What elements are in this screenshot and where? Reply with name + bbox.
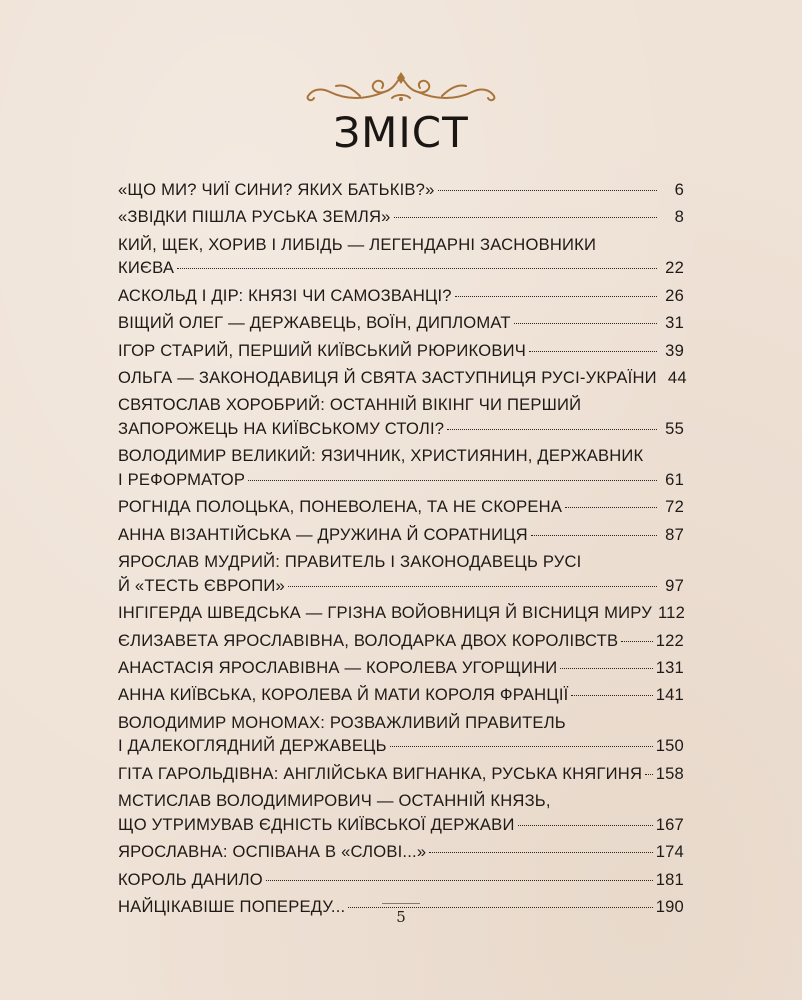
toc-entry-page: 181 <box>655 869 684 889</box>
toc-entry <box>118 339 684 363</box>
dot-leader <box>560 668 652 669</box>
toc-entry-page: 167 <box>655 814 684 834</box>
dot-leader <box>565 507 657 508</box>
toc-entry-title: ЗАПОРОЖЕЦЬ НА КИЇВСЬКОМУ СТОЛІ? <box>118 419 445 438</box>
toc-entry-title: ІГОР СТАРИЙ, ПЕРШИЙ КИЇВСЬКИЙ РЮРИКОВИЧ <box>118 340 527 360</box>
dot-leader <box>394 217 657 218</box>
toc-entry <box>118 656 684 680</box>
toc-entry-page: 8 <box>674 207 684 227</box>
dot-leader <box>266 880 653 881</box>
toc-entry <box>118 683 684 707</box>
toc-entry-page: 141 <box>655 685 684 705</box>
toc-entry <box>118 495 684 519</box>
toc-entry-title: ЄЛИЗАВЕТА ЯРОСЛАВІВНА, ВОЛОДАРКА ДВОХ КОРОЛІВСТВ <box>118 630 619 650</box>
toc-entry-title: ЯРОСЛАВ МУДРИЙ: ПРАВИТЕЛЬ І ЗАКОНОДАВЕЦЬ РУСІ <box>118 552 582 572</box>
toc-entry <box>118 233 684 280</box>
toc-entry-page: 122 <box>655 630 684 650</box>
toc-entry-title: МСТИСЛАВ ВОЛОДИМИРОВИЧ — ОСТАННІЙ КНЯЗЬ, <box>118 791 551 811</box>
toc-entry-title: І ДАЛЕКОГЛЯДНИЙ ДЕРЖАВЕЦЬ <box>118 736 387 756</box>
toc-entry <box>118 444 684 491</box>
toc-entry-page: 158 <box>655 763 684 783</box>
toc-entry-title: КИЙ, ЩЕК, ХОРИВ І ЛИБІДЬ — ЛЕГЕНДАРНІ ЗАСНОВНИКИ <box>118 234 597 254</box>
toc-entry-title: АНАСТАСІЯ ЯРОСЛАВІВНА — КОРОЛЕВА УГОРЩИНИ <box>118 658 558 677</box>
dot-leader <box>288 586 657 587</box>
flourish-ornament-icon <box>300 70 502 106</box>
toc-entry <box>118 601 684 625</box>
dot-leader <box>248 480 657 481</box>
toc-entry-page: 55 <box>665 419 684 438</box>
footer-rule <box>382 903 420 904</box>
toc-entry <box>118 840 684 864</box>
toc-entry-title: ВОЛОДИМИР МОНОМАХ: РОЗВАЖЛИВИЙ ПРАВИТЕЛЬ <box>118 712 566 732</box>
toc-entry <box>118 762 684 786</box>
toc-entry <box>118 178 684 202</box>
toc-entry-page: 61 <box>665 470 684 490</box>
toc-entry-title: Й «ТЕСТЬ ЄВРОПИ» <box>118 575 285 595</box>
toc-entry <box>118 311 684 335</box>
toc-entry-title: «ЗВІДКИ ПІШЛА РУСЬКА ЗЕМЛЯ» <box>118 207 391 227</box>
toc-entry-title: СВЯТОСЛАВ ХОРОБРИЙ: ОСТАННІЙ ВІКІНГ ЧИ ПЕРШИЙ <box>118 395 582 415</box>
toc-entry-title: ВІЩИЙ ОЛЕГ — ДЕРЖАВЕЦЬ, ВОЇН, ДИПЛОМАТ <box>118 313 511 333</box>
table-of-contents <box>118 178 687 922</box>
dot-leader <box>518 825 653 826</box>
toc-entry-title: ГІТА ГАРОЛЬДІВНА: АНГЛІЙСЬКА ВИГНАНКА, РУСЬКА КНЯГИНЯ <box>118 763 643 783</box>
toc-entry-page: 31 <box>665 313 684 333</box>
toc-entry-title: АННА ВІЗАНТІЙСЬКА — ДРУЖИНА Й СОРАТНИЦЯ <box>118 524 528 544</box>
toc-entry-title: І РЕФОРМАТОР <box>118 470 246 490</box>
dot-leader <box>447 429 657 430</box>
dot-leader <box>529 351 657 352</box>
toc-entry-page: 26 <box>665 285 684 305</box>
toc-entry-title: РОГНІДА ПОЛОЦЬКА, ПОНЕВОЛЕНА, ТА НЕ СКОРЕНА <box>118 497 563 517</box>
toc-entry-title: «ЩО МИ? ЧИЇ СИНИ? ЯКИХ БАТЬКІВ?» <box>118 180 435 199</box>
toc-entry-title: НАЙЦІКАВІШЕ ПОПЕРЕДУ... <box>118 897 346 916</box>
toc-entry-page: 44 <box>667 367 687 387</box>
toc-entry-title: ОЛЬГА — ЗАКОНОДАВИЦЯ Й СВЯТА ЗАСТУПНИЦЯ РУСІ-УКРАЇНИ <box>118 367 657 387</box>
toc-entry-title: КИЄВА <box>118 258 175 278</box>
dot-leader <box>645 774 653 775</box>
toc-entry-page: 39 <box>665 340 684 360</box>
dot-leader <box>621 641 652 642</box>
page-number: 5 <box>396 908 406 926</box>
toc-entry-title: ЯРОСЛАВНА: ОСПІВАНА В «СЛОВІ...» <box>118 842 427 862</box>
toc-entry-page: 72 <box>665 497 684 517</box>
dot-leader <box>390 746 653 747</box>
toc-entry <box>118 366 687 390</box>
toc-entry-page: 22 <box>665 258 684 278</box>
toc-entry <box>118 205 684 229</box>
toc-entry <box>118 284 684 308</box>
toc-entry-page: 97 <box>665 575 684 595</box>
toc-entry-title: АННА КИЇВСЬКА, КОРОЛЕВА Й МАТИ КОРОЛЯ ФРАНЦІЇ <box>118 685 569 705</box>
toc-entry-title: ВОЛОДИМИР ВЕЛИКИЙ: ЯЗИЧНИК, ХРИСТИЯНИН, ДЕРЖАВНИК <box>118 446 644 466</box>
dot-leader <box>455 296 657 297</box>
toc-entry <box>118 523 684 547</box>
toc-entry <box>118 868 684 892</box>
toc-entry-title: ІНГІГЕРДА ШВЕДСЬКА — ГРІЗНА ВОЙОВНИЦЯ Й ВІСНИЦЯ МИРУ <box>118 603 652 623</box>
dot-leader <box>429 852 652 853</box>
toc-entry-page: 6 <box>674 180 684 199</box>
toc-entry <box>118 393 684 440</box>
toc-entry <box>118 789 684 836</box>
toc-entry-page: 150 <box>655 736 684 756</box>
page-title: ЗМІСТ <box>333 108 469 157</box>
toc-entry <box>118 550 684 597</box>
toc-entry-title: АСКОЛЬД І ДІР: КНЯЗІ ЧИ САМОЗВАНЦІ? <box>118 285 452 305</box>
dot-leader <box>514 323 657 324</box>
toc-entry-page: 131 <box>655 658 684 677</box>
toc-entry-page: 112 <box>657 603 686 623</box>
toc-entry-page: 190 <box>655 897 684 916</box>
dot-leader <box>531 535 657 536</box>
toc-entry-page: 174 <box>655 842 684 862</box>
dot-leader <box>177 268 657 269</box>
toc-entry <box>118 711 684 758</box>
toc-entry-title: КОРОЛЬ ДАНИЛО <box>118 869 263 889</box>
dot-leader <box>571 695 652 696</box>
dot-leader <box>438 190 657 191</box>
toc-entry-page: 87 <box>665 524 684 544</box>
toc-entry <box>118 629 684 653</box>
toc-entry-title: ЩО УТРИМУВАВ ЄДНІСТЬ КИЇВСЬКОЇ ДЕРЖАВИ <box>118 814 515 834</box>
